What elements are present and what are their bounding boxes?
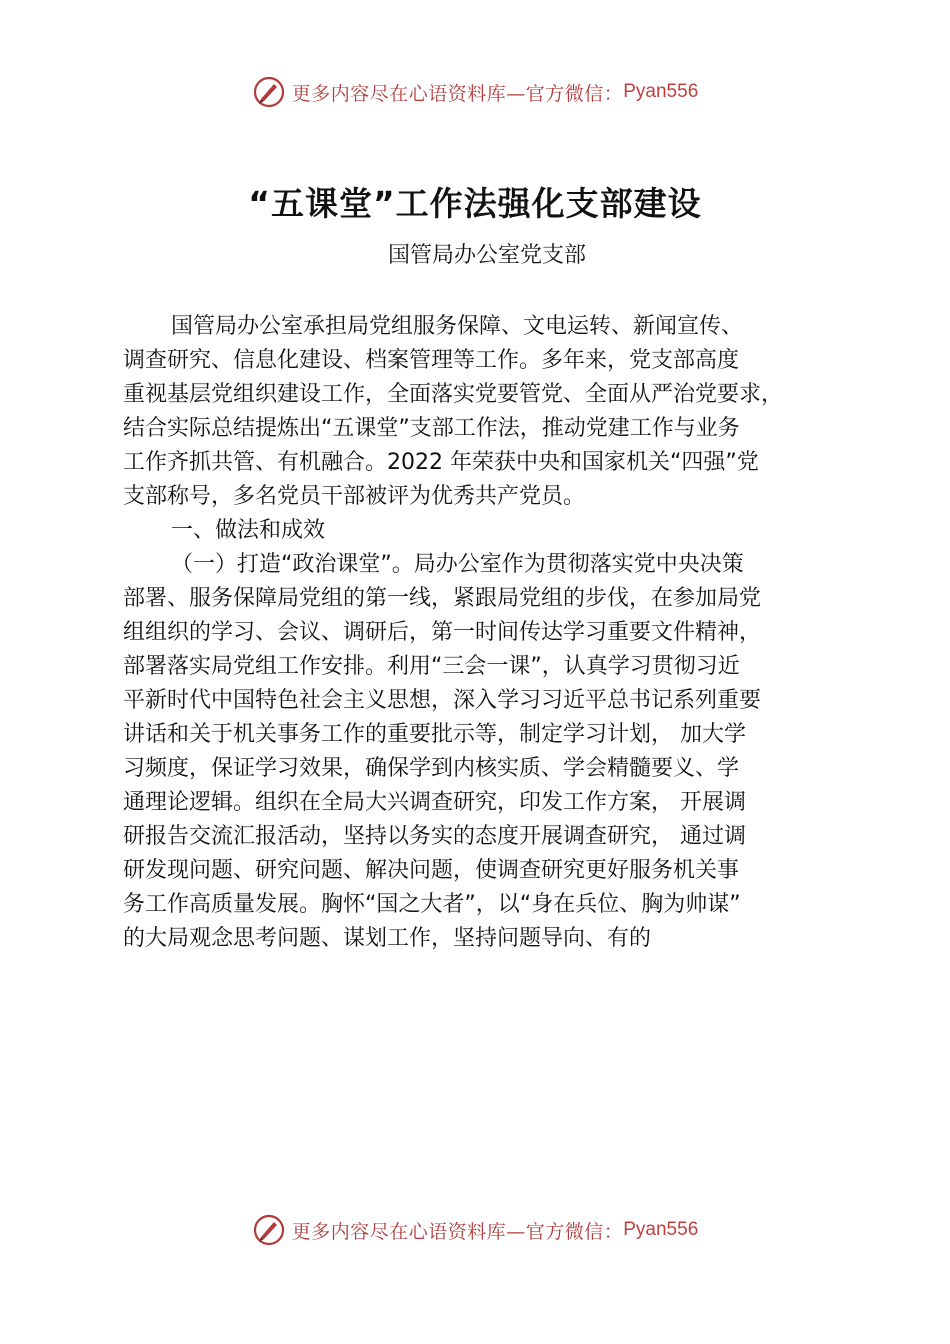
watermark-handle: Pyan556 [623, 81, 699, 102]
watermark-text: 更多内容尽在心语资料库—官方微信： [291, 1220, 624, 1243]
body-line: 国管局办公室承担局党组服务保障、文电运转、新闻宣传、 [171, 314, 744, 339]
body-line: 部署、服务保障局党组的第一线，紧跟局党组的步伐，在参加局党 [123, 586, 762, 611]
watermark-text: 更多内容尽在心语资料库—官方微信： [291, 82, 624, 105]
header-watermark [0, 70, 950, 114]
document-title: “五课堂”工作法强化支部建设 [248, 184, 702, 223]
watermark-handle: Pyan556 [623, 1219, 699, 1240]
body-line: 部署落实局党组工作安排。利用“三会一课”，认真学习贯彻习近 [123, 654, 740, 679]
body-line: 的大局观念思考问题、谋划工作，坚持问题导向、有的 [123, 926, 652, 951]
document-body [123, 310, 843, 956]
footer-watermark [0, 1208, 950, 1252]
body-line: 讲话和关于机关事务工作的重要批示等，制定学习计划， 加大学 [123, 722, 746, 747]
body-line: 调查研究、信息化建设、档案管理等工作。多年来，党支部高度 [123, 348, 740, 373]
body-line: 研报告交流汇报活动，坚持以务实的态度开展调查研究， 通过调 [123, 824, 746, 849]
body-line: 支部称号，多名党员干部被评为优秀共产党员。 [123, 484, 586, 509]
body-line: 务工作高质量发展。胸怀“国之大者”，以“身在兵位、胸为帅谋” [123, 892, 741, 917]
body-line: 习频度，保证学习效果，确保学到内核实质、学会精髓要义、学 [123, 756, 740, 781]
body-line: 通理论逻辑。组织在全局大兴调查研究，印发工作方案， 开展调 [123, 790, 746, 815]
body-line: 结合实际总结提炼出“五课堂”支部工作法，推动党建工作与业务 [123, 416, 740, 441]
body-line: 组组织的学习、会议、调研后，第一时间传达学习重要文件精神， [123, 620, 762, 645]
document-author: 国管局办公室党支部 [388, 243, 587, 268]
pen-logo-icon [252, 75, 286, 109]
body-line: 重视基层党组织建设工作，全面落实党要管党、全面从严治党要求， [123, 382, 784, 407]
subsection-line: （一）打造“政治课堂”。局办公室作为贯彻落实党中央决策 [171, 552, 744, 577]
pen-logo-icon [252, 1213, 286, 1247]
body-line: 研发现问题、研究问题、解决问题，使调查研究更好服务机关事 [123, 858, 740, 883]
section-heading: 一、做法和成效 [171, 518, 326, 543]
body-line: 平新时代中国特色社会主义思想，深入学习习近平总书记系列重要 [123, 688, 762, 713]
body-line: 工作齐抓共管、有机融合。2022 年荣获中央和国家机关“四强”党 [123, 450, 759, 475]
